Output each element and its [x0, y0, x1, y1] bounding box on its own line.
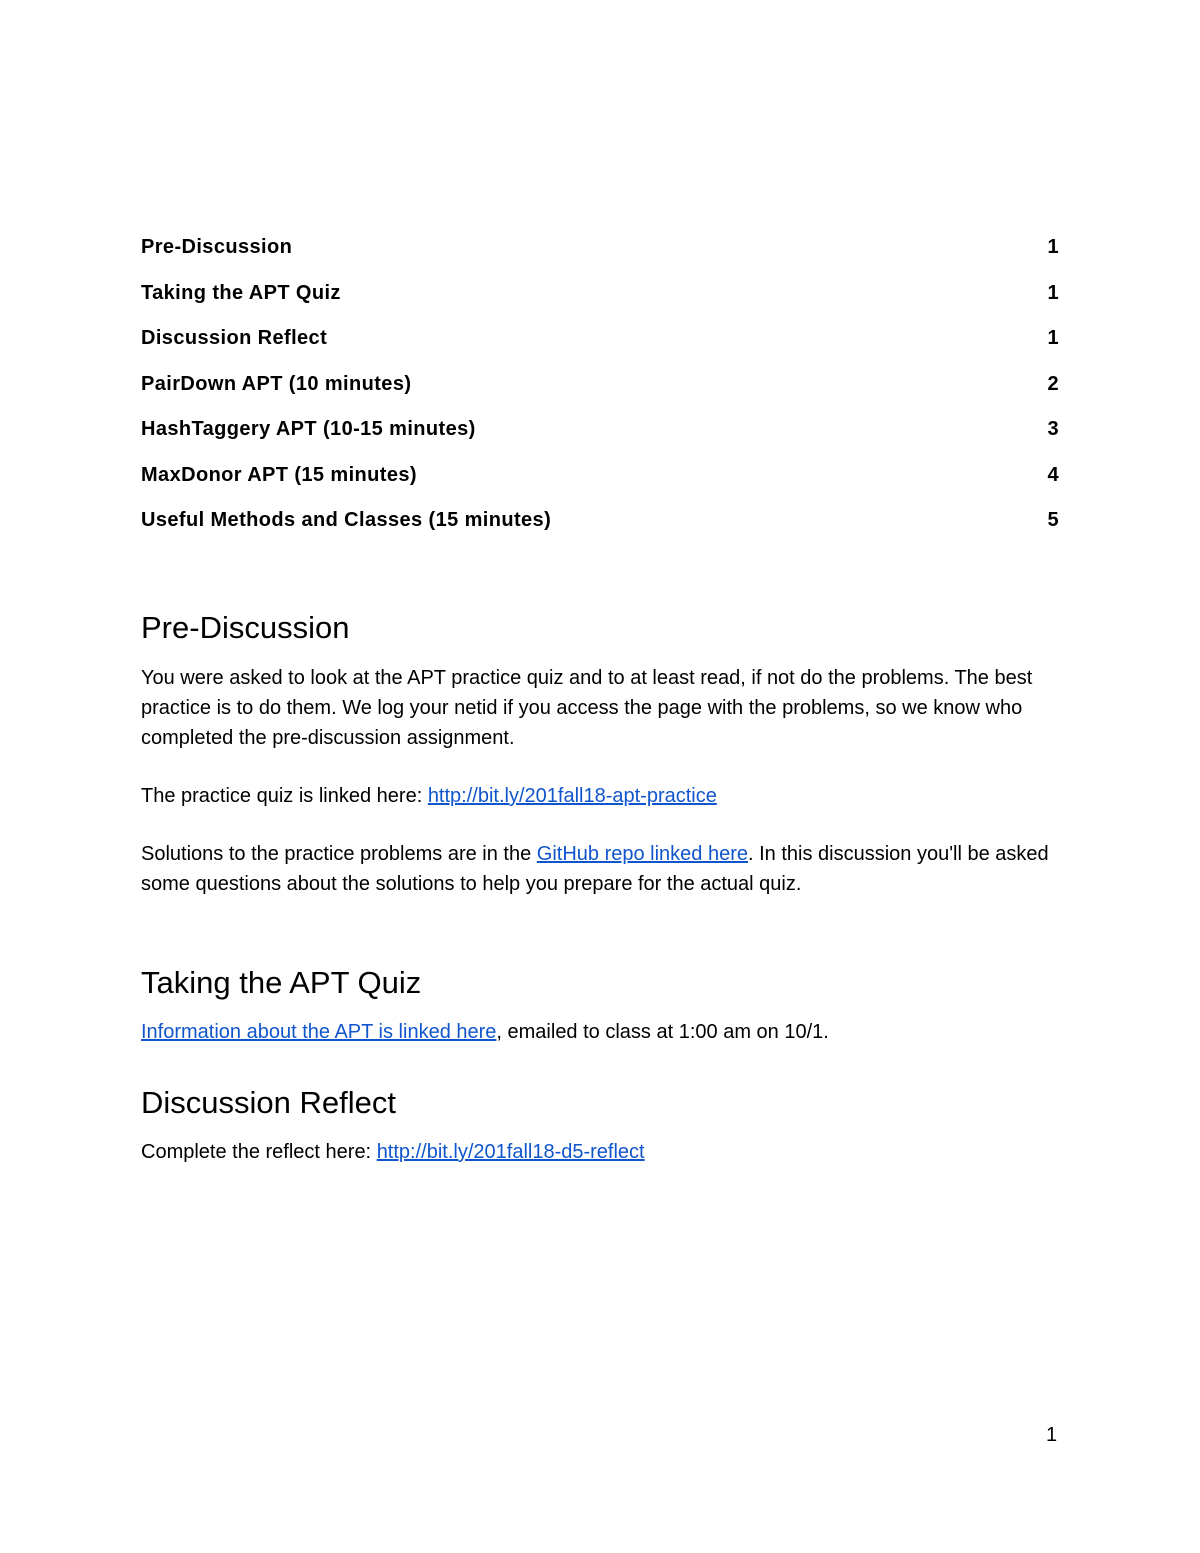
solutions-text-before: Solutions to the practice problems are in the [141, 843, 537, 865]
toc-entry[interactable] [141, 373, 1059, 419]
table-of-contents [141, 236, 1059, 555]
apt-info-text: , emailed to class at 1:00 am on 10/1. [496, 1021, 829, 1043]
pre-discussion-heading: Pre-Discussion [141, 610, 350, 645]
toc-entry[interactable] [141, 509, 1059, 555]
reflect-text: Complete the reflect here: [141, 1141, 377, 1163]
apt-info-link[interactable]: Information about the APT is linked here [141, 1021, 497, 1043]
reflect-paragraph [141, 1137, 1071, 1167]
toc-entry-title[interactable]: PairDown APT (10 minutes) [141, 372, 412, 395]
toc-entry-page: 1 [1047, 236, 1059, 258]
toc-entry[interactable] [141, 418, 1059, 464]
github-repo-link[interactable]: GitHub repo linked here [536, 843, 749, 865]
practice-quiz-link[interactable]: http://bit.ly/201fall18-apt-practice [427, 785, 717, 807]
toc-entry[interactable] [141, 464, 1059, 510]
apt-quiz-paragraph [141, 1017, 1071, 1047]
reflect-link[interactable]: http://bit.ly/201fall18-d5-reflect [376, 1141, 645, 1163]
apt-quiz-heading: Taking the APT Quiz [141, 965, 422, 1000]
toc-entry[interactable] [141, 327, 1059, 373]
toc-entry-title[interactable]: Useful Methods and Classes (15 minutes) [141, 509, 552, 531]
toc-entry-page: 1 [1047, 281, 1059, 304]
pre-discussion-paragraph: You were asked to look at the APT practice quiz and to at least read, if not do the problems. The best practice is to do them. We log your netid if you access the page with the problems, so we know who completed the pre-discussion assignment. [141, 667, 1033, 749]
discussion-reflect-heading: Discussion Reflect [141, 1085, 396, 1120]
practice-quiz-text: The practice quiz is linked here: [141, 785, 428, 807]
toc-entry-page: 4 [1047, 463, 1059, 486]
page-number: 1 [1046, 1424, 1058, 1446]
solutions-paragraph [141, 839, 1071, 899]
toc-entry-title[interactable]: Discussion Reflect [141, 327, 328, 349]
practice-quiz-paragraph [141, 781, 1071, 811]
solutions-text-after: . In this discussion you'll be asked some questions about the solutions to help you prepare for the actual quiz. [141, 843, 1049, 895]
toc-entry-title[interactable]: Pre-Discussion [141, 236, 293, 258]
toc-entry-page: 2 [1047, 372, 1059, 395]
toc-entry-page: 3 [1047, 418, 1059, 440]
toc-entry-page: 1 [1047, 327, 1059, 349]
toc-entry[interactable] [141, 282, 1059, 328]
toc-entry-page: 5 [1047, 509, 1059, 531]
toc-entry-title[interactable]: Taking the APT Quiz [141, 281, 341, 304]
toc-entry[interactable] [141, 236, 1059, 282]
toc-entry-title[interactable]: MaxDonor APT (15 minutes) [141, 463, 417, 486]
toc-entry-title[interactable]: HashTaggery APT (10-15 minutes) [141, 418, 476, 440]
